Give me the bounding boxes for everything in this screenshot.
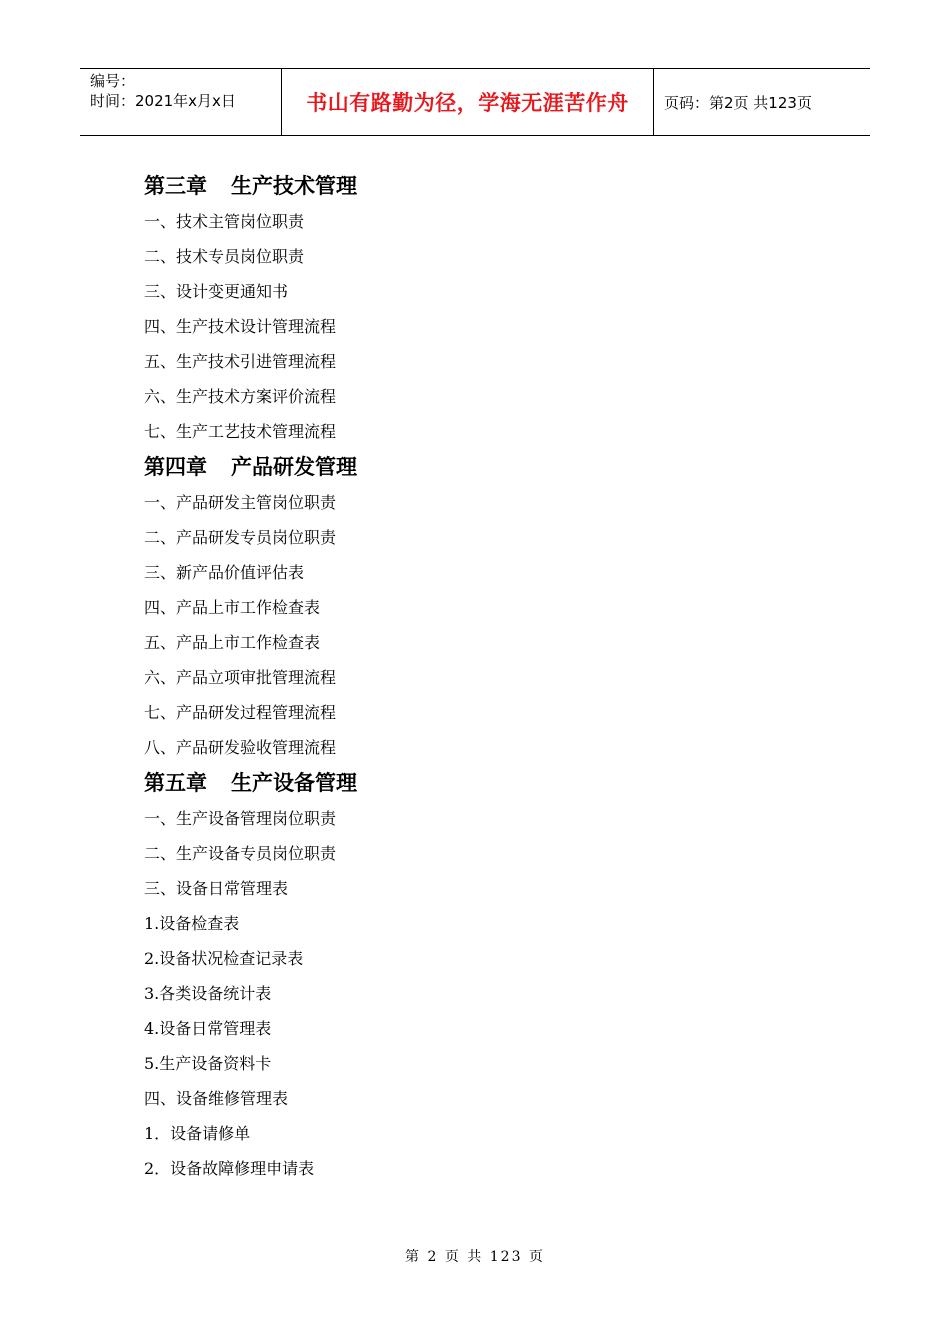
toc-item: 二、产品研发专员岗位职责 bbox=[144, 528, 337, 547]
table-of-contents bbox=[144, 168, 844, 1186]
toc-item: 三、设备日常管理表 bbox=[144, 879, 289, 898]
chapter-heading bbox=[144, 765, 844, 801]
chapter-heading bbox=[144, 168, 844, 204]
header-page-info: 页码：第2页 共123页 bbox=[664, 93, 812, 112]
toc-item: 3.各类设备统计表 bbox=[144, 984, 272, 1003]
toc-item: 1.设备检查表 bbox=[144, 914, 240, 933]
chapter-heading bbox=[144, 449, 844, 485]
toc-item: 一、生产设备管理岗位职责 bbox=[144, 809, 337, 828]
chapter-number: 第五章 bbox=[144, 770, 207, 795]
document-number-label: 编号： bbox=[90, 72, 136, 90]
page-header bbox=[80, 68, 870, 136]
toc-item: 五、生产技术引进管理流程 bbox=[144, 352, 337, 371]
toc-item: 二、技术专员岗位职责 bbox=[144, 247, 305, 266]
chapter-title: 产品研发管理 bbox=[231, 454, 357, 479]
chapter-title: 生产技术管理 bbox=[231, 173, 357, 198]
chapter-number: 第三章 bbox=[144, 173, 207, 198]
toc-item: 三、新产品价值评估表 bbox=[144, 563, 305, 582]
toc-item: 四、生产技术设计管理流程 bbox=[144, 317, 337, 336]
footer-page-number: 第 2 页 共 123 页 bbox=[405, 1249, 545, 1265]
header-motto: 书山有路勤为径，学海无涯苦作舟 bbox=[282, 69, 654, 135]
toc-item: 六、产品立项审批管理流程 bbox=[144, 668, 337, 687]
toc-item: 1．设备请修单 bbox=[144, 1124, 251, 1143]
header-meta bbox=[80, 69, 282, 135]
document-date: 时间：2021年x月x日 bbox=[90, 92, 236, 110]
toc-item: 四、产品上市工作检查表 bbox=[144, 598, 321, 617]
toc-item: 一、技术主管岗位职责 bbox=[144, 212, 305, 231]
chapter-title: 生产设备管理 bbox=[231, 770, 357, 795]
page-footer bbox=[0, 1246, 950, 1266]
toc-item: 三、设计变更通知书 bbox=[144, 282, 289, 301]
chapter-3 bbox=[144, 168, 844, 449]
toc-item: 七、生产工艺技术管理流程 bbox=[144, 422, 337, 441]
toc-item: 四、设备维修管理表 bbox=[144, 1089, 289, 1108]
toc-item: 五、产品上市工作检查表 bbox=[144, 633, 321, 652]
toc-item: 2．设备故障修理申请表 bbox=[144, 1159, 315, 1178]
chapter-number: 第四章 bbox=[144, 454, 207, 479]
toc-item: 二、生产设备专员岗位职责 bbox=[144, 844, 337, 863]
toc-item: 八、产品研发验收管理流程 bbox=[144, 738, 337, 757]
toc-item: 2.设备状况检查记录表 bbox=[144, 949, 304, 968]
toc-item: 4.设备日常管理表 bbox=[144, 1019, 272, 1038]
toc-item: 六、生产技术方案评价流程 bbox=[144, 387, 337, 406]
chapter-5 bbox=[144, 765, 844, 1186]
toc-item: 5.生产设备资料卡 bbox=[144, 1054, 272, 1073]
chapter-4 bbox=[144, 449, 844, 765]
toc-item: 七、产品研发过程管理流程 bbox=[144, 703, 337, 722]
toc-item: 一、产品研发主管岗位职责 bbox=[144, 493, 337, 512]
